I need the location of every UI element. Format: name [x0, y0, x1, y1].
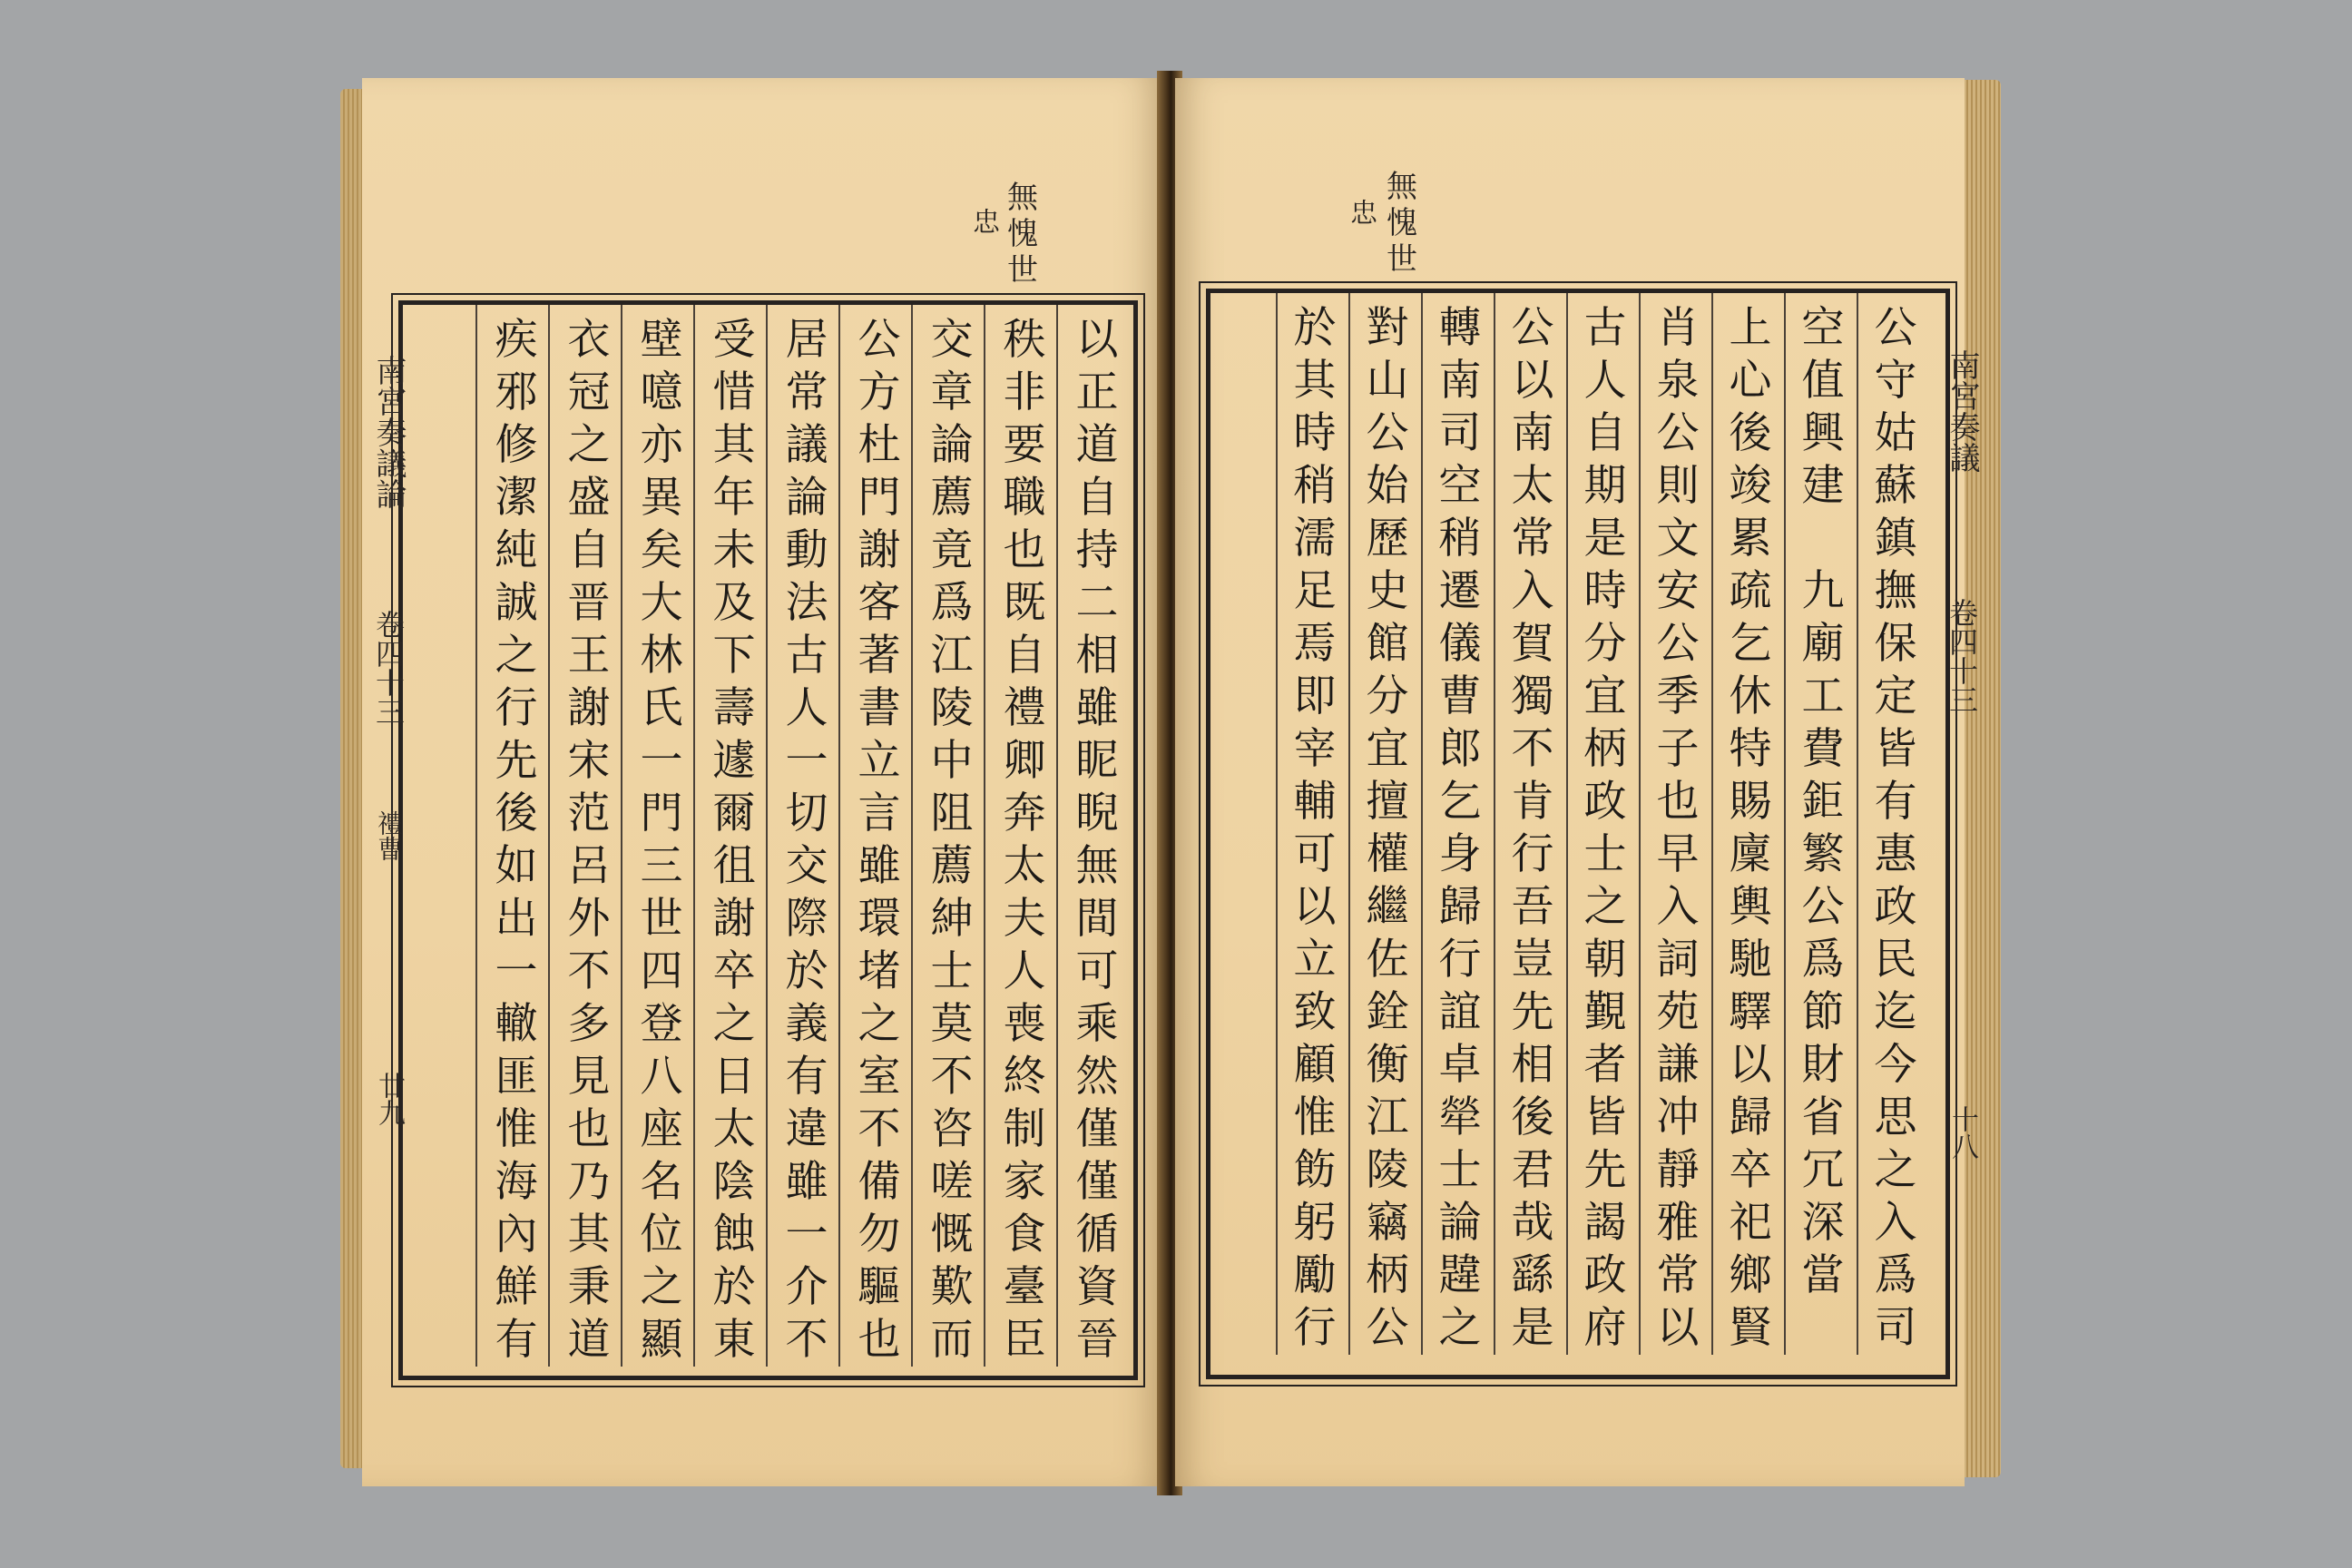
column-rule: [1056, 305, 1058, 1367]
right-col-4: 肖 泉 公 則 文 安 公 季 子 也 早 入 詞 苑 謙 冲 靜 雅 常 以: [1656, 303, 1700, 1353]
column-rule: [1566, 293, 1568, 1355]
left-col-6: 受 惜 其 年 未 及 下 壽 遽 爾 徂 謝 卒 之 日 太 陰 蝕 於 東: [712, 315, 756, 1365]
right-col-2: 空 值 興 建 九 廟 工 費 鉅 繁 公 爲 節 財 省 冗 深 當: [1801, 303, 1845, 1300]
right-text-frame: [1206, 289, 1980, 1379]
right-col-9: 於 其 時 稍 濡 足 焉 即 宰 輔 可 以 立 致 顧 惟 飭 躬 勵 行: [1293, 303, 1337, 1353]
column-rule: [1784, 293, 1786, 1355]
left-col-4: 公 方 杜 門 謝 客 著 書 立 言 雖 環 堵 之 室 不 備 勿 驅 也: [858, 315, 901, 1365]
left-page: [362, 78, 1162, 1486]
right-margin-title: 南宮奏議: [1944, 349, 1980, 473]
left-col-2: 秩 非 要 職 也 既 自 禮 卿 奔 太 夫 人 喪 終 制 家 食 臺 臣: [1003, 315, 1046, 1365]
column-rule: [1348, 293, 1350, 1355]
right-header-note-2: 忠: [1350, 198, 1377, 230]
left-col-5: 居 常 議 論 動 法 古 人 一 切 交 際 於 義 有 違 雖 一 介 不: [785, 315, 828, 1365]
column-rule: [766, 305, 768, 1367]
left-header-note-1: 無愧世: [1007, 180, 1038, 289]
right-col-3: 上 心 後 竣 累 疏 乞 休 特 賜 廩 輿 馳 驛 以 歸 卒 祀 鄉 賢: [1729, 303, 1772, 1353]
column-rule: [1421, 293, 1423, 1355]
column-rule: [838, 305, 840, 1367]
open-book: [340, 71, 2001, 1500]
column-rule: [693, 305, 695, 1367]
column-rule: [475, 305, 477, 1367]
right-col-1: 公 守 姑 蘇 鎮 撫 保 定 皆 有 惠 政 民 迄 今 思 之 入 爲 司: [1874, 303, 1917, 1353]
left-header-note-2: 忠: [973, 207, 1000, 239]
column-rule: [984, 305, 985, 1367]
right-col-6: 公 以 南 太 常 入 賀 獨 不 肯 行 吾 豈 先 相 後 君 哉 繇 是: [1511, 303, 1554, 1353]
left-margin-strip: [368, 305, 408, 1376]
column-rule: [1639, 293, 1641, 1355]
right-page: [1175, 78, 1980, 1486]
column-rule: [1494, 293, 1495, 1355]
left-col-8: 衣 冠 之 盛 自 晋 王 謝 宋 范 呂 外 不 多 見 也 乃 其 秉 道: [567, 315, 611, 1365]
column-rule: [911, 305, 913, 1367]
left-margin-volume: 卷四十三: [371, 610, 406, 726]
left-col-9: 疾 邪 修 潔 純 誠 之 行 先 後 如 出 一 轍 匪 惟 海 內 鮮 有: [495, 315, 538, 1365]
right-margin-strip: [1942, 293, 1982, 1375]
right-col-5: 古 人 自 期 是 時 分 宜 柄 政 士 之 朝 覲 者 皆 先 謁 政 府: [1583, 303, 1627, 1353]
left-margin-title: 南宮奏議論: [370, 355, 407, 509]
column-rule: [1711, 293, 1713, 1355]
left-col-7: 壁 噫 亦 異 矣 大 林 氏 一 門 三 世 四 登 八 座 名 位 之 顯: [640, 315, 683, 1365]
left-text-frame: [370, 300, 1138, 1380]
column-rule: [1276, 293, 1278, 1355]
left-margin-section: 禮曹: [374, 810, 404, 861]
right-margin-volume: 卷四十三: [1945, 598, 1979, 714]
column-rule: [1857, 293, 1858, 1355]
right-col-8: 對 山 公 始 歷 史 館 分 宜 擅 權 繼 佐 銓 衡 江 陵 竊 柄 公: [1366, 303, 1409, 1353]
left-margin-page: 廿九: [373, 1072, 405, 1126]
column-rule: [548, 305, 550, 1367]
left-col-1: 以 正 道 自 持 二 相 雖 眤 睨 無 間 可 乘 然 僅 僅 循 資 晉: [1075, 315, 1119, 1365]
column-rule: [621, 305, 622, 1367]
right-col-7: 轉 南 司 空 稍 遷 儀 曹 郎 乞 身 歸 行 誼 卓 犖 士 論 韙 之: [1438, 303, 1482, 1353]
right-margin-page: 十八: [1946, 1105, 1978, 1160]
left-col-3: 交 章 論 薦 竟 爲 江 陵 中 阻 薦 紳 士 莫 不 咨 嗟 慨 歎 而: [930, 315, 974, 1365]
right-header-note-1: 無愧世: [1387, 169, 1417, 278]
